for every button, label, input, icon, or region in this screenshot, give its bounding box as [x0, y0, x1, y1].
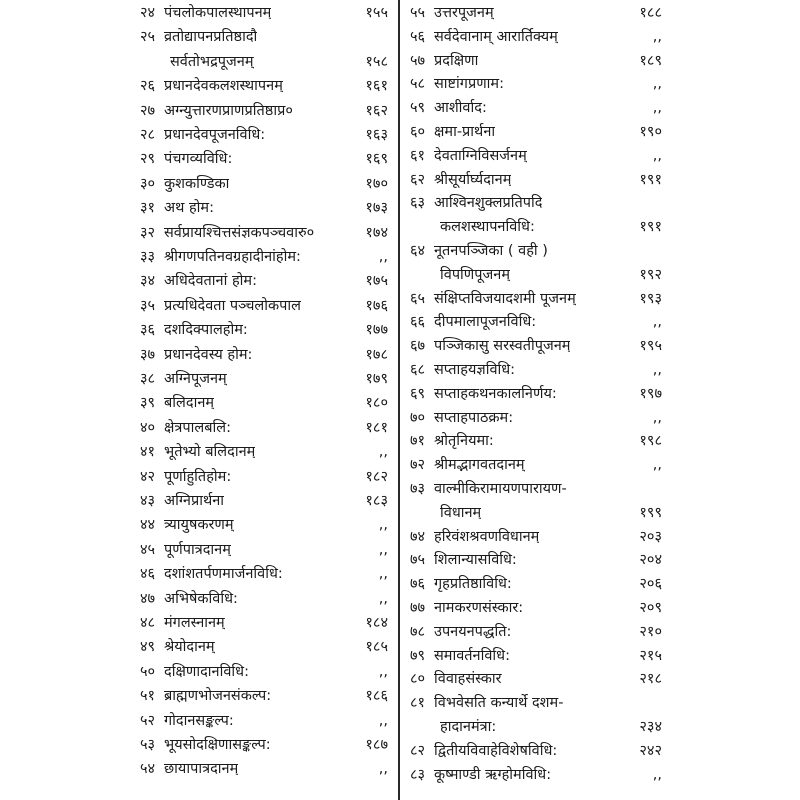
entry-title: प्रधानदेवपूजनविधि: — [164, 127, 266, 143]
page-number: १९५ — [639, 338, 662, 355]
toc-entry — [410, 214, 662, 240]
entry-title: सप्ताहयज्ञविधि: — [434, 362, 516, 378]
entry-title: अग्न्युत्तारणप्राणप्रतिष्ठाप्र० — [164, 102, 293, 119]
page-number: १८७ — [365, 737, 388, 753]
toc-entry — [140, 244, 388, 270]
toc-entry — [140, 49, 388, 75]
toc-entry — [410, 71, 662, 97]
toc-entry — [140, 439, 388, 465]
entry-number: ५४ — [140, 761, 156, 778]
entry-number: ५१ — [140, 688, 156, 705]
toc-entry — [410, 500, 662, 526]
page-number: ,, — [378, 541, 388, 558]
toc-entry — [410, 476, 662, 502]
toc-entry — [140, 220, 388, 246]
toc-entry — [140, 634, 388, 660]
entry-title: क्षमा-प्रार्थना — [434, 124, 496, 140]
toc-entry — [140, 293, 388, 319]
entry-number: ६७ — [410, 338, 426, 355]
page-number: १८६ — [365, 688, 388, 705]
page-number: ,, — [652, 409, 662, 426]
page-number: ,, — [652, 76, 662, 93]
entry-title: त्र्यायुषकरणम् — [164, 517, 234, 534]
entry-title: श्रोतृनियमा: — [434, 433, 494, 450]
entry-number: ३३ — [140, 249, 156, 265]
entry-title: अग्निपूजनम् — [164, 371, 227, 387]
page-number: ,, — [652, 100, 662, 117]
entry-title: आशीर्वाद: — [434, 100, 487, 117]
page-number: १९९ — [639, 504, 662, 521]
entry-title: साष्टांगप्रणाम: — [434, 76, 504, 93]
toc-entry — [140, 268, 388, 294]
entry-number: ८२ — [410, 742, 426, 759]
toc-entry — [410, 238, 662, 264]
toc-entry — [410, 547, 662, 573]
entry-number: ५५ — [410, 5, 426, 21]
entry-number: ६० — [410, 124, 426, 140]
entry-title: सर्वप्रायश्चित्तसंज्ञकपञ्चवारु० — [164, 224, 315, 241]
entry-title: भूतेभ्यो बलिदानम् — [164, 444, 256, 461]
entry-title: गृहप्रतिष्ठाविधि: — [434, 576, 512, 593]
page-number: १८० — [365, 395, 388, 412]
entry-number: ६२ — [410, 171, 426, 188]
entry-number: ३१ — [140, 200, 156, 217]
entry-title: नूतनपञ्जिका ( वही ) — [434, 243, 548, 259]
entry-number: ७७ — [410, 600, 426, 616]
entry-title: व्रतोद्यापनप्रतिष्ठादौ — [164, 29, 258, 46]
entry-title: अधिदेवतानां होम: — [164, 273, 257, 290]
toc-entry — [410, 95, 662, 121]
page-number: १७८ — [365, 346, 388, 363]
page-number: ,, — [378, 712, 388, 729]
page-number: १९० — [639, 124, 662, 140]
page-number: ,, — [378, 663, 388, 680]
entry-number: ३७ — [140, 346, 156, 363]
entry-number: ७९ — [410, 647, 426, 664]
toc-entry — [140, 488, 388, 514]
entry-number: ७८ — [410, 623, 426, 640]
entry-title: दक्षिणादानविधि: — [164, 663, 249, 680]
entry-number: ५८ — [410, 76, 426, 93]
entry-number: २९ — [140, 151, 156, 168]
entry-title: सर्वदेवानाम् आरार्तिक्यम् — [434, 28, 558, 45]
toc-entry — [410, 762, 662, 788]
entry-number: ६९ — [410, 385, 426, 402]
toc-entry — [140, 342, 388, 368]
toc-entry — [140, 610, 388, 636]
toc-entry — [410, 428, 662, 454]
toc-entry — [410, 452, 662, 478]
page-number: २३४ — [639, 719, 662, 735]
toc-entry — [410, 595, 662, 621]
entry-number: ७४ — [410, 528, 426, 545]
entry-title: प्रदक्षिणा — [434, 52, 479, 69]
entry-title: सर्वतोभद्रपूजनम् — [170, 53, 254, 70]
page-number: ,, — [378, 517, 388, 534]
entry-number: ४९ — [140, 639, 156, 656]
page-number: १९३ — [639, 290, 662, 307]
entry-title: श्रेयोदानम् — [164, 639, 215, 656]
entry-title: अग्निप्रार्थना — [164, 493, 225, 509]
page-number: १७६ — [365, 297, 388, 314]
entry-number: ५६ — [410, 28, 426, 45]
page-number: १५८ — [365, 53, 388, 70]
entry-title: पंचलोकपालस्थापनम् — [164, 5, 272, 21]
entry-number: ३० — [140, 175, 156, 192]
page-number: १७३ — [365, 200, 388, 217]
page-number: २०६ — [639, 576, 662, 593]
toc-entry — [410, 405, 662, 431]
entry-title: वाल्मीकिरामायणपारायण- — [434, 481, 567, 497]
toc-entry — [140, 586, 388, 612]
toc-entry — [140, 98, 388, 124]
toc-entry — [140, 561, 388, 587]
page-number: १८२ — [365, 468, 388, 485]
toc-entry — [140, 24, 388, 50]
page-number: १९१ — [639, 219, 662, 236]
entry-title: सप्ताहपाठक्रम: — [434, 409, 514, 426]
entry-number: ४१ — [140, 444, 156, 461]
toc-entry — [410, 333, 662, 359]
toc-entry — [140, 659, 388, 685]
entry-title: नामकरणसंस्कार: — [434, 600, 524, 616]
entry-number: ३८ — [140, 371, 156, 387]
entry-title: गोदानसङ्कल्प: — [164, 712, 234, 729]
entry-title: दशदिक्पालहोम: — [164, 322, 248, 339]
entry-title: कुशकण्डिका — [164, 175, 230, 192]
page-number: १६९ — [365, 151, 388, 168]
page-number: १७४ — [365, 224, 388, 241]
toc-entry — [140, 0, 388, 26]
page-number: १७५ — [365, 273, 388, 290]
entry-number: ४२ — [140, 468, 156, 485]
entry-title: विवाहसंस्कार — [434, 671, 502, 688]
entry-number: ६१ — [410, 147, 426, 164]
page-number: १६१ — [365, 78, 388, 95]
toc-entry — [410, 619, 662, 645]
toc-entry — [410, 643, 662, 669]
entry-number: ४५ — [140, 541, 156, 558]
entry-title: बलिदानम् — [164, 395, 215, 412]
entry-title: पूर्णपात्रदानम् — [164, 541, 231, 558]
entry-number: ३४ — [140, 273, 156, 290]
page-number: १८९ — [639, 52, 662, 69]
entry-title: द्वितीयविवाहेविशेषविधि: — [434, 742, 558, 759]
toc-entry — [140, 708, 388, 734]
toc-entry — [140, 732, 388, 758]
entry-number: ६४ — [410, 243, 426, 259]
entry-number: २६ — [140, 78, 156, 95]
toc-entry — [140, 122, 388, 148]
entry-number: ३२ — [140, 224, 156, 241]
entry-title: हादानमंत्रा: — [440, 719, 497, 735]
entry-number: ६३ — [410, 195, 426, 212]
page-number: ,, — [652, 362, 662, 378]
page-number: १७७ — [365, 322, 388, 339]
entry-title: प्रधानदेवकलशस्थापनम् — [164, 78, 283, 95]
toc-entry — [140, 73, 388, 99]
toc-entry — [140, 195, 388, 221]
entry-number: ४७ — [140, 590, 156, 607]
page-number: १९२ — [639, 266, 662, 283]
entry-title: हरिवंशश्रवणविधानम् — [434, 528, 540, 545]
toc-entry — [140, 317, 388, 343]
page-number: ,, — [378, 590, 388, 607]
entry-title: आश्विनशुक्लप्रतिपदि — [434, 195, 543, 212]
toc-entry — [410, 286, 662, 312]
page-number: २४२ — [639, 742, 662, 759]
entry-title: श्रीमद्भागवतदानम् — [434, 457, 525, 474]
entry-title: समावर्तनविधि: — [434, 647, 510, 664]
page-number: २०३ — [639, 528, 662, 545]
toc-entry — [140, 464, 388, 490]
entry-number: ५० — [140, 663, 156, 680]
toc-entry — [140, 415, 388, 441]
entry-number: ४० — [140, 419, 156, 436]
toc-entry — [410, 0, 662, 26]
entry-number: ६८ — [410, 362, 426, 378]
entry-title: क्षेत्रपालबलि: — [164, 419, 231, 436]
entry-title: दशांशतर्पणमार्जनविधि: — [164, 566, 283, 583]
entry-title: छायापात्रदानम् — [164, 761, 239, 778]
entry-number: ५७ — [410, 52, 426, 69]
entry-title: उत्तरपूजनम् — [434, 5, 494, 21]
entry-number: ७५ — [410, 552, 426, 569]
toc-entry — [410, 524, 662, 550]
entry-title: विपणिपूजनम् — [440, 266, 511, 283]
page-number: २१८ — [639, 671, 662, 688]
page-number: १९१ — [639, 171, 662, 188]
toc-entry — [410, 262, 662, 288]
toc-entry — [140, 146, 388, 172]
page-number: १९७ — [639, 385, 662, 402]
page-number: २१५ — [639, 647, 662, 664]
entry-title: ब्राह्मणभोजनसंकल्प: — [164, 688, 272, 705]
entry-number: ५३ — [140, 737, 156, 753]
entry-title: अभिषेकविधि: — [164, 590, 238, 607]
toc-entry — [410, 571, 662, 597]
page-number: ,, — [652, 147, 662, 164]
entry-title: कूष्माण्डी ऋग्होमविधि: — [434, 766, 552, 783]
entry-title: सप्ताहकथनकालनिर्णय: — [434, 385, 557, 402]
entry-title: देवताग्निविसर्जनम् — [434, 147, 527, 164]
toc-entry — [140, 390, 388, 416]
toc-entry — [410, 119, 662, 145]
page-number: ,, — [652, 457, 662, 474]
toc-entry — [140, 756, 388, 782]
entry-number: ७३ — [410, 481, 426, 497]
entry-number: ८० — [410, 671, 426, 688]
entry-number: २८ — [140, 127, 156, 143]
toc-entry — [410, 357, 662, 383]
entry-number: ६५ — [410, 290, 426, 307]
entry-number: ४८ — [140, 615, 156, 631]
entry-number: ७१ — [410, 433, 426, 450]
toc-entry — [410, 167, 662, 193]
page-number: १९८ — [639, 433, 662, 450]
toc-entry — [410, 309, 662, 335]
entry-title: प्रधानदेवस्य होम: — [164, 346, 253, 363]
page-number: १८१ — [365, 419, 388, 436]
entry-number: ४६ — [140, 566, 156, 583]
entry-number: २४ — [140, 5, 156, 21]
page-number: १५५ — [365, 5, 388, 21]
toc-entry — [410, 190, 662, 216]
entry-number: ८१ — [410, 695, 426, 712]
entry-title: दीपमालापूजनविधि: — [434, 314, 537, 331]
entry-title: अथ होम: — [164, 200, 214, 217]
page-number: ,, — [652, 314, 662, 331]
toc-entry — [410, 381, 662, 407]
entry-title: संक्षिप्तविजयादशमी पूजनम् — [434, 290, 576, 307]
page-number: १७९ — [365, 371, 388, 387]
page-number: १६२ — [365, 102, 388, 119]
entry-title: प्रत्यधिदेवता पञ्चलोकपाल — [164, 297, 301, 314]
toc-entry — [410, 24, 662, 50]
entry-number: ६६ — [410, 314, 426, 331]
toc-entry — [410, 690, 662, 716]
entry-title: शिलान्यासविधि: — [434, 552, 517, 569]
entry-title: भूयसोदक्षिणासङ्कल्प: — [164, 737, 271, 753]
entry-number: ७० — [410, 409, 426, 426]
page-number: ,, — [378, 566, 388, 583]
entry-number: ३५ — [140, 297, 156, 314]
entry-title: कलशस्थापनविधि: — [440, 219, 535, 236]
toc-entry — [140, 512, 388, 538]
entry-number: ७६ — [410, 576, 426, 593]
page-number: १६३ — [365, 127, 388, 143]
toc-entry — [140, 171, 388, 197]
entry-number: २५ — [140, 29, 156, 46]
page-number: १८४ — [365, 615, 388, 631]
page-number: १८३ — [365, 493, 388, 509]
entry-number: ३९ — [140, 395, 156, 412]
entry-title: उपनयनपद्धति: — [434, 623, 512, 640]
page-number: ,, — [378, 761, 388, 778]
entry-number: ३६ — [140, 322, 156, 339]
entry-number: ८३ — [410, 766, 426, 783]
toc-entry — [410, 143, 662, 169]
page-number: ,, — [378, 249, 388, 265]
page-number: ,, — [652, 766, 662, 783]
toc-entry — [140, 683, 388, 709]
entry-title: श्रीगणपतिनवग्रहादीनांहोम: — [164, 249, 301, 265]
toc-entry — [410, 48, 662, 74]
toc-entry — [410, 666, 662, 692]
entry-number: ४४ — [140, 517, 156, 534]
page-number: १८५ — [365, 639, 388, 656]
entry-title: विभवेसति कन्यार्थे दशम- — [434, 695, 564, 712]
toc-entry — [140, 537, 388, 563]
entry-title: पञ्जिकासु सरस्वतीपूजनम् — [434, 338, 571, 355]
page-number: १८८ — [639, 5, 662, 21]
toc-entry — [410, 738, 662, 764]
entry-number: ५२ — [140, 712, 156, 729]
toc-entry — [410, 714, 662, 740]
entry-number: २७ — [140, 102, 156, 119]
page-number: ,, — [378, 444, 388, 461]
page-number: १७० — [365, 175, 388, 192]
page-number: ,, — [652, 28, 662, 45]
column-divider — [398, 0, 400, 800]
entry-title: विधानम् — [440, 504, 482, 521]
page-number: २१० — [639, 623, 662, 640]
entry-number: ५९ — [410, 100, 426, 117]
toc-entry — [140, 366, 388, 392]
entry-title: पूर्णाहुतिहोम: — [164, 468, 232, 485]
entry-number: ४३ — [140, 493, 156, 509]
page-number: २०९ — [639, 600, 662, 616]
entry-title: पंचगव्यविधि: — [164, 151, 233, 168]
entry-title: मंगलस्नानम् — [164, 615, 225, 631]
page-number: २०४ — [639, 552, 662, 569]
entry-title: श्रीसूर्यार्घ्यदानम् — [434, 171, 512, 188]
entry-number: ७२ — [410, 457, 426, 474]
